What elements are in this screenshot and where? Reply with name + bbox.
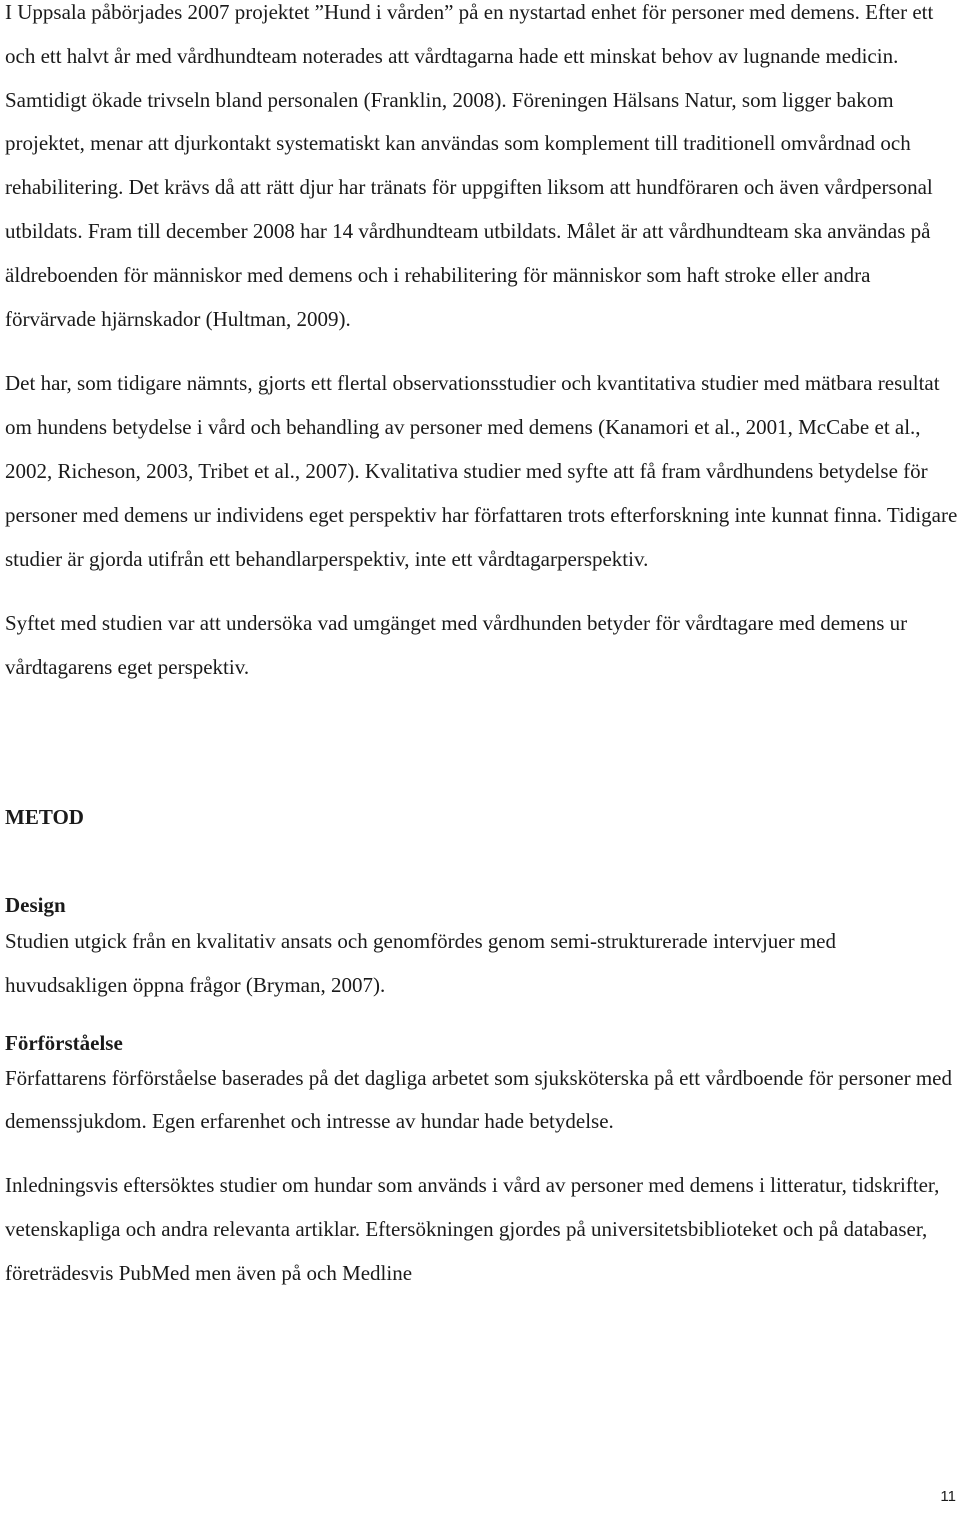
paragraph-previous-studies: Det har, som tidigare nämnts, gjorts ett flertal observationsstudier och kvantitativa studier med mätbara resultat om hundens betydelse i vård och behandling av personer med demens (Kanamori et al., 2001, McCabe et al., 2002, Richeson, 2003, Tribet et al., 2007). Kvalitativa studier med syfte att få fram vårdhundens betydelse för personer med demens ur individens eget perspektiv har författaren trots efterforskning inte kunnat finna. Tidigare studier är gjorda utifrån ett behandlarperspektiv, inte ett vårdtagarperspektiv. (5, 371, 958, 571)
document-page (5, 0, 960, 1296)
paragraph-literature-search: Inledningsvis eftersöktes studier om hundar som används i vård av personer med demens i litteratur, tidskrifter, vetenskapliga och andra relevanta artiklar. Eftersökningen gjordes på universitetsbiblioteket och på databaser, företrädesvis PubMed men även på och Medline (5, 1173, 940, 1285)
subheading-design: Design (5, 892, 66, 917)
paragraph-design: Studien utgick från en kvalitativ ansats och genomfördes genom semi-strukturerade intervjuer med huvudsakligen öppna frågor (Bryman, 2007). (5, 928, 837, 997)
paragraph-hund-i-varden: I Uppsala påbörjades 2007 projektet ”Hund i vården” på en nystartad enhet för personer med demens. Efter ett och ett halvt år med vårdhundteam noterades att vårdtagarna hade ett minskat behov av lugnande medicin. Samtidigt ökade trivseln bland personalen (Franklin, 2008). Föreningen Hälsans Natur, som ligger bakom projektet, menar att djurkontakt systematiskt kan användas som komplement till traditionell omvårdnad och rehabilitering. Det krävs då att rätt djur har tränats för uppgiften liksom att hundföraren och även vårdpersonal utbildats. Fram till december 2008 har 14 vårdhundteam utbildats. Målet är att vårdhundteam ska användas på äldreboenden för människor med demens och i rehabilitering för människor som haft stroke eller andra förvärvade hjärnskador (Hultman, 2009). (5, 0, 934, 331)
section-heading-metod: METOD (5, 804, 84, 829)
paragraph-aim: Syftet med studien var att undersöka vad umgänget med vårdhunden betyder för vårdtagare med demens ur vårdtagarens eget perspektiv. (5, 611, 908, 680)
page-number: 11 (940, 1488, 956, 1505)
paragraph-forforstaelse: Författarens förförståelse baserades på det dagliga arbetet som sjuksköterska på ett vårdboende för personer med demenssjukdom. Egen erfarenhet och intresse av hundar hade betydelse. (5, 1065, 952, 1134)
subheading-forforstaelse: Förförståelse (5, 1030, 123, 1055)
